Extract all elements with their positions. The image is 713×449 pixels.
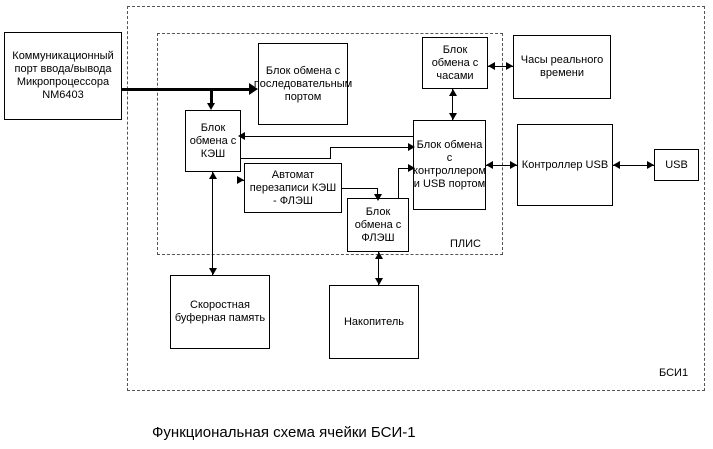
arrowhead-cache-usb-lower bbox=[408, 143, 415, 151]
diagram-caption: Функциональная схема ячейки БСИ-1 bbox=[152, 424, 416, 441]
block-usb-controller[interactable]: Контроллер USB bbox=[517, 124, 613, 206]
block-storage[interactable]: Накопитель bbox=[329, 285, 419, 359]
block-rewrite-automaton[interactable]: Автомат перезаписи КЭШ - ФЛЭШ bbox=[244, 163, 342, 213]
block-clock-exchange[interactable]: Блок обмена с часами bbox=[422, 37, 488, 89]
arrowhead-flash-storage-up bbox=[375, 252, 383, 259]
conn-cache-buffer bbox=[212, 172, 213, 275]
arrowhead-flash-storage-down bbox=[375, 278, 383, 285]
arrowhead-cache-buffer-down bbox=[209, 268, 217, 275]
arrowhead-usbctrl-usb-left bbox=[613, 161, 620, 169]
arrowhead-clockexch-up bbox=[449, 89, 457, 96]
arrowhead-bus-to-cache bbox=[207, 103, 215, 110]
block-realtime-clock[interactable]: Часы реального времени bbox=[513, 35, 611, 99]
arrowhead-cache-buffer-up bbox=[209, 172, 217, 179]
fpga-label: ПЛИС bbox=[450, 238, 481, 250]
conn-cache-usb-lower-h2 bbox=[330, 147, 412, 148]
block-fast-buffer[interactable]: Скоростная буферная память bbox=[170, 275, 270, 349]
conn-automaton-flash-h bbox=[342, 188, 378, 189]
block-cache-exchange[interactable]: Блок обмена с КЭШ bbox=[185, 110, 241, 172]
block-flash-exchange[interactable]: Блок обмена с ФЛЭШ bbox=[347, 198, 409, 252]
arrowhead-usb-cache-upper bbox=[238, 132, 245, 140]
block-usb-exchange[interactable]: Блок обмена с контроллером и USB портом bbox=[413, 120, 486, 210]
conn-commport-serial bbox=[122, 88, 250, 91]
block-comm-port[interactable]: Коммуникационный порт ввода/вывода Микропроцессора NM6403 bbox=[4, 32, 122, 120]
conn-bus-to-cache bbox=[210, 88, 213, 103]
arrowhead-commport-serial bbox=[249, 83, 258, 95]
block-usb[interactable]: USB bbox=[654, 149, 699, 181]
arrowhead-usbexch-usbctrl-left bbox=[486, 161, 493, 169]
arrowhead-flash-usb bbox=[408, 164, 415, 172]
block-serial-exchange[interactable]: Блок обмена с последовательным портом bbox=[258, 43, 348, 125]
arrowhead-automaton-flash bbox=[374, 194, 382, 201]
arrowhead-usbctrl-usb-right bbox=[647, 161, 654, 169]
arrowhead-clockexch-down bbox=[449, 113, 457, 120]
conn-usb-cache-upper bbox=[241, 136, 413, 137]
arrowhead-automaton-cache bbox=[237, 176, 244, 184]
conn-cache-usb-lower-h1 bbox=[241, 158, 331, 159]
conn-flash-usb-v bbox=[398, 168, 399, 198]
arrowhead-clockexch-rtc-left bbox=[488, 62, 495, 70]
arrowhead-usbexch-usbctrl-right bbox=[510, 161, 517, 169]
conn-cache-usb-lower-v bbox=[330, 147, 331, 159]
arrowhead-clockexch-rtc-right bbox=[506, 62, 513, 70]
bsi1-label: БСИ1 bbox=[659, 367, 689, 379]
